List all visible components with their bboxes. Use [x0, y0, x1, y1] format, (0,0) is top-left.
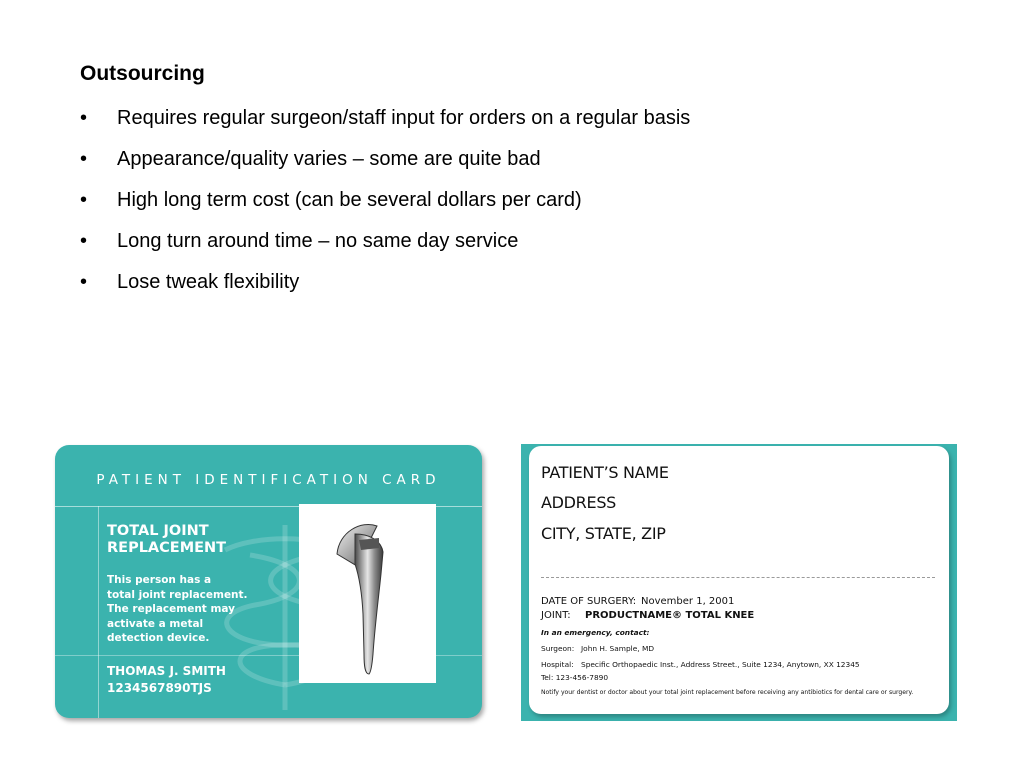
card-body-line: The replacement may [107, 603, 236, 615]
card-body-text [107, 573, 248, 646]
hospital-value: Specific Orthopaedic Inst., Address Street., Suite 1234, Anytown, XX 12345 [581, 660, 860, 669]
bullet-text: High long term cost (can be several dollars per card) [117, 189, 582, 211]
surgery-date-value: November 1, 2001 [641, 596, 735, 607]
card-body-line: detection device. [107, 632, 210, 644]
joint-label: JOINT: [541, 610, 571, 621]
shoulder-implant-icon [299, 504, 436, 683]
card-title: PATIENT IDENTIFICATION CARD [96, 472, 441, 488]
patient-id-number: 1234567890TJS [107, 681, 212, 695]
patient-info-card-frame [521, 444, 957, 721]
patient-id-card-teal [55, 445, 482, 718]
surgery-date-row [541, 596, 734, 607]
hospital-row [541, 660, 860, 669]
slide-heading: Outsourcing [80, 62, 205, 85]
bullet-text: Appearance/quality varies – some are quite bad [117, 148, 541, 170]
tel-row: Tel: 123-456-7890 [541, 673, 609, 682]
joint-row [541, 610, 754, 621]
card-body-line: This person has a [107, 574, 212, 586]
card-heading-line: TOTAL JOINT [107, 523, 209, 539]
bullet-text: Lose tweak flexibility [117, 271, 300, 293]
emergency-heading: In an emergency, contact: [541, 628, 650, 637]
hospital-label: Hospital: [541, 660, 574, 669]
address-line: ADDRESS [541, 493, 617, 512]
bullet-dot: • [80, 148, 88, 170]
surgeon-value: John H. Sample, MD [581, 644, 655, 653]
implant-photo [299, 504, 436, 683]
city-line: CITY, STATE, ZIP [541, 524, 666, 543]
bullet-dot: • [80, 230, 88, 252]
patient-name-block [107, 663, 226, 697]
patient-info-card [529, 446, 949, 714]
bullet-dot: • [80, 189, 88, 211]
patient-name-line: PATIENT’S NAME [541, 463, 669, 482]
bullet-text: Requires regular surgeon/staff input for orders on a regular basis [117, 107, 691, 129]
bullet-text: Long turn around time – no same day service [117, 230, 519, 252]
surgeon-label: Surgeon: [541, 644, 575, 653]
patient-name: THOMAS J. SMITH [107, 664, 226, 678]
bullet-dot: • [80, 271, 88, 293]
card-body-line: total joint replacement. [107, 588, 248, 601]
surgery-date-label: DATE OF SURGERY: [541, 596, 637, 607]
card-divider [541, 577, 935, 578]
joint-value: PRODUCTNAME® TOTAL KNEE [585, 610, 755, 621]
bullet-dot: • [80, 107, 88, 129]
surgeon-row [541, 644, 654, 653]
card-heading-line: REPLACEMENT [107, 540, 227, 556]
notice-text: Notify your dentist or doctor about your total joint replacement before receiving any antibiotics for dental care or surgery. [541, 689, 914, 696]
card-body-line: activate a metal [107, 617, 204, 630]
card-heading [107, 523, 226, 557]
card-divider [98, 506, 99, 718]
